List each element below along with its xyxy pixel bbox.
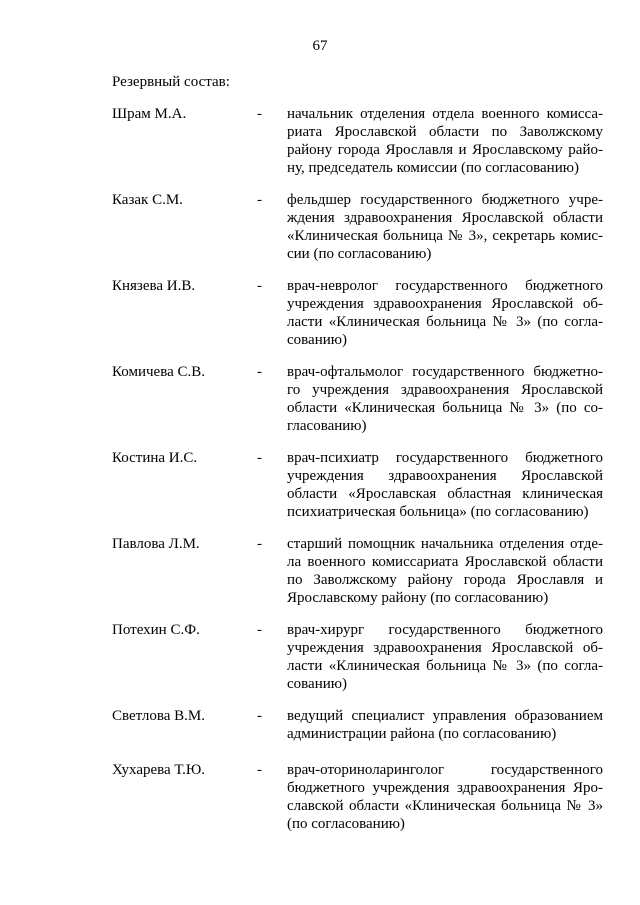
member-entry xyxy=(0,363,640,449)
member-description xyxy=(287,761,603,833)
description-line: сованию) xyxy=(287,676,347,692)
description-line: врач-психиатр государственного бюджетного xyxy=(287,450,603,466)
description-line: ласти «Клиническая больница № 3» (по согла- xyxy=(287,314,603,330)
description-line: го учреждения здравоохранения Ярославской xyxy=(287,382,603,398)
description-line: району города Ярославля и Ярославскому райо- xyxy=(287,142,603,158)
description-line: (по согласованию) xyxy=(287,816,405,832)
dash-separator: - xyxy=(257,450,262,466)
member-name: Князева И.В. xyxy=(112,278,196,294)
member-name: Казак С.М. xyxy=(112,192,183,208)
member-name: Потехин С.Ф. xyxy=(112,622,200,638)
member-name: Костина И.С. xyxy=(112,450,198,466)
dash-separator: - xyxy=(257,762,262,778)
description-line: сии (по согласованию) xyxy=(287,246,432,262)
description-line: врач-невролог государственного бюджетного xyxy=(287,278,603,294)
member-entry xyxy=(0,105,640,191)
description-line: ла военного комиссариата Ярославской области xyxy=(287,554,603,570)
description-line: ждения здравоохранения Ярославской области xyxy=(287,210,603,226)
dash-separator: - xyxy=(257,536,262,552)
description-line: учреждения здравоохранения Ярославской об- xyxy=(287,640,603,656)
member-list xyxy=(0,105,640,841)
description-line: риата Ярославской области по Заволжскому xyxy=(287,124,603,140)
description-line: врач-офтальмолог государственного бюджетно- xyxy=(287,364,603,380)
dash-separator: - xyxy=(257,708,262,724)
description-line: учреждения здравоохранения Ярославской об- xyxy=(287,296,603,312)
description-line: психиатрическая больница» (по согласованию) xyxy=(287,504,589,520)
description-line: врач-хирург государственного бюджетного xyxy=(287,622,603,638)
description-line: старший помощник начальника отделения отде- xyxy=(287,536,603,552)
description-line: администрации района (по согласованию) xyxy=(287,726,557,742)
section-title: Резервный состав: xyxy=(112,74,230,90)
description-line: ласти «Клиническая больница № 3» (по согла- xyxy=(287,658,603,674)
description-line: гласованию) xyxy=(287,418,367,434)
description-line: ведущий специалист управления образованием xyxy=(287,708,603,724)
description-line: бюджетного учреждения здравоохранения Яро- xyxy=(287,780,603,796)
description-line: области «Клиническая больница № 3» (по со- xyxy=(287,400,603,416)
description-line: учреждения здравоохранения Ярославской xyxy=(287,468,603,484)
member-entry xyxy=(0,535,640,621)
description-line: Ярославскому району (по согласованию) xyxy=(287,590,549,606)
member-name: Павлова Л.М. xyxy=(112,536,200,552)
description-line: начальник отделения отдела военного комисса- xyxy=(287,106,603,122)
member-description xyxy=(287,449,603,521)
description-line: ну, председатель комиссии (по согласованию) xyxy=(287,160,579,176)
page-number: 67 xyxy=(312,38,328,54)
member-entry xyxy=(0,621,640,707)
dash-separator: - xyxy=(257,106,262,122)
member-name: Хухарева Т.Ю. xyxy=(112,762,206,778)
member-name: Комичева С.В. xyxy=(112,364,205,380)
description-line: славской области «Клиническая больница № 3» xyxy=(287,798,603,814)
dash-separator: - xyxy=(257,364,262,380)
description-line: области «Ярославская областная клиническая xyxy=(287,486,603,502)
member-name: Шрам М.А. xyxy=(112,106,187,122)
dash-separator: - xyxy=(257,278,262,294)
member-entry xyxy=(0,449,640,535)
dash-separator: - xyxy=(257,622,262,638)
member-entry xyxy=(0,277,640,363)
member-description xyxy=(287,191,603,263)
member-description xyxy=(287,277,603,349)
description-line: по Заволжскому району города Ярославля и xyxy=(287,572,603,588)
member-description xyxy=(287,621,603,693)
member-name: Светлова В.М. xyxy=(112,708,205,724)
member-entry xyxy=(0,191,640,277)
description-line: фельдшер государственного бюджетного учре- xyxy=(287,192,603,208)
description-line: «Клиническая больница № 3», секретарь комис- xyxy=(287,228,603,244)
dash-separator: - xyxy=(257,192,262,208)
member-description xyxy=(287,707,603,743)
description-line: сованию) xyxy=(287,332,347,348)
description-line: врач-оториноларинголог государственного xyxy=(287,762,603,778)
member-entry xyxy=(0,761,640,841)
member-description xyxy=(287,363,603,435)
member-description xyxy=(287,535,603,607)
member-description xyxy=(287,105,603,177)
member-entry xyxy=(0,707,640,761)
